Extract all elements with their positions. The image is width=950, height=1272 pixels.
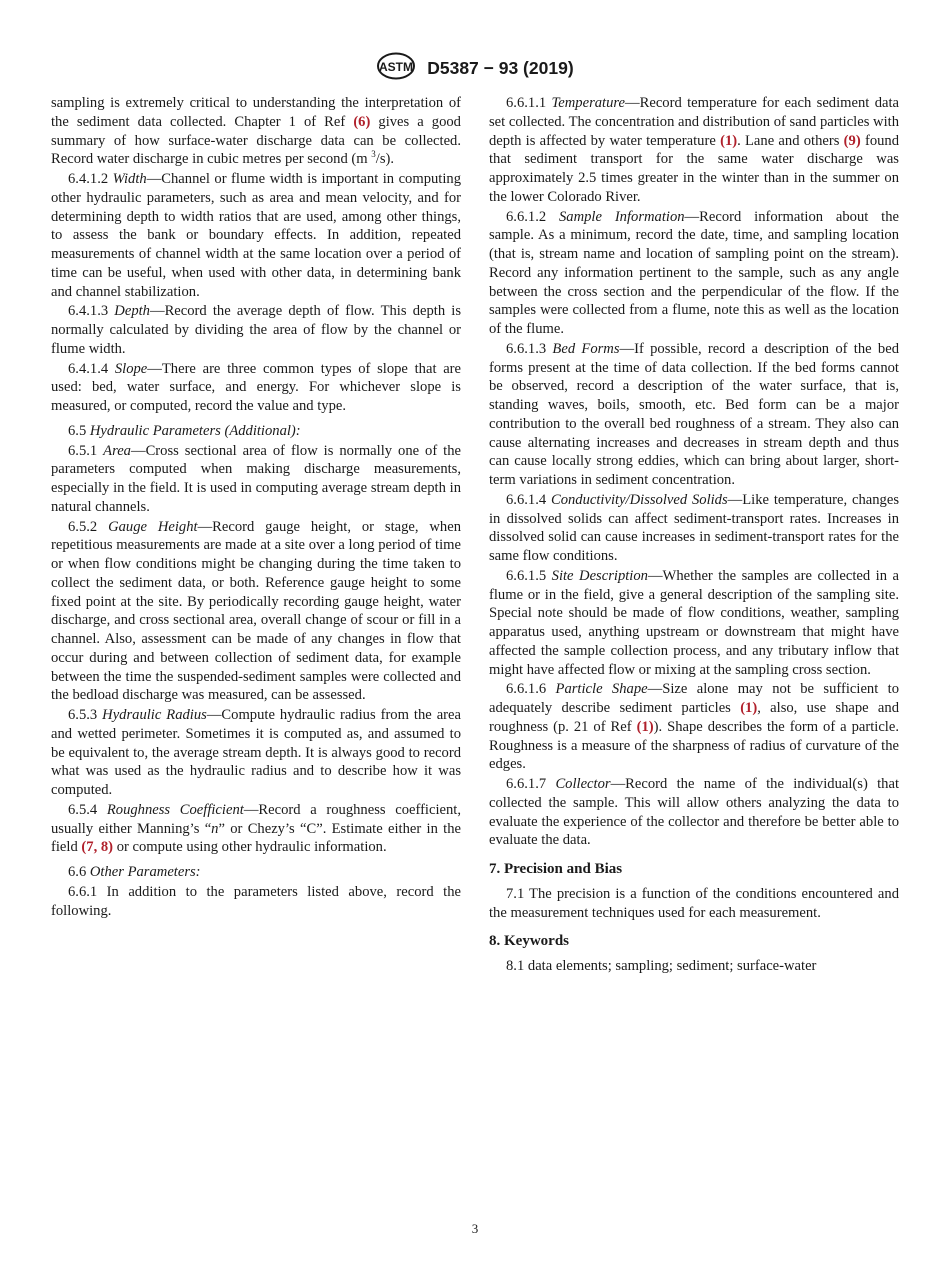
paragraph-6-4-1-4: 6.4.1.4 Slope—There are three common types of slope that are used: bed, water surface, and energy. For whichever slope is measured, or computed, record the value and type.: [51, 360, 462, 414]
paragraph-6-6-1: 6.6.1 In addition to the parameters listed above, record the following.: [51, 883, 461, 919]
paragraph-discharge: sampling is extremely critical to understanding the interpretation of the sediment data collected. Chapter 1 of Ref (6) gives a good summary of how surface-water discharge data can be collected. Record water discharge in cubic metres per second (m $^3$/s).: [51, 95, 461, 168]
page-header: [0, 52, 950, 85]
paragraph-6-5-1: 6.5.1 Area—Cross sectional area of flow is normally one of the parameters computed when making discharge measurements, especially in the field. It is used in computing average stream depth in natural channels.: [51, 442, 461, 515]
paragraph-6-4-1-3: 6.4.1.3 Depth—Record the average depth of flow. This depth is normally calculated by dividing the area of flow by the channel or flume width.: [51, 303, 462, 357]
paragraph-6-6-1-6: 6.6.1.6 Particle Shape—Size alone may not be sufficient to adequately describe sediment particles (1), also, use shape and roughness (p. 21 of Ref (1)). Shape describes the form of a particle. Roughness is a measure of the sharpness of radius of curvature of the edges.: [489, 681, 900, 773]
ref-link-1[interactable]: 1: [641, 718, 649, 735]
ref-link-9[interactable]: (9): [843, 132, 861, 149]
paragraph-6-5-2: 6.5.2 Gauge Height—Record gauge height, or stage, when repetitious measurements are made at a site over a long period of time or when flow conditions might be changing during the time taken to collect the sediment data, or both. Reference gauge height to some fixed point at the site. By periodically recording gauge height, water discharge, and cross sectional area, overall change of scour or fill in a channel. Also, assessment can be made of any changes in flow that occur during and between collection of sediment data, for example between the time the suspended-sediment samples were collected and the bedload discharge was measured, can be assessed.: [51, 518, 461, 704]
ref-link-1[interactable]: (1): [720, 132, 738, 149]
paragraph-8-1: 8.1 data elements; sampling; sediment; surface-water: [506, 958, 817, 974]
paragraph-6-6-1-3: 6.6.1.3 Bed Forms—If possible, record a description of the bed forms present at the time of data collection. If the bed forms cannot be observed, record a description of the water surface, that is, standing waves, boils, smooth, etc. Bed form can be a major contribution to the overall bed roughness of a stream. They also can cause alternating increases and decreases in stream depth and thus can cause locally strong eddies, which can bring about larger, short-term variations in sediment concentration.: [489, 340, 899, 488]
paragraph-6-5-4: 6.5.4 Roughness Coefficient—Record a roughness coefficient, usually either Manning’s “n” or Chezy’s “C”. Estimate either in the field (7, 8) or compute using other hydraulic information.: [51, 801, 461, 856]
ref-link-1[interactable]: (1): [740, 700, 758, 716]
section-8-heading: 8. Keywords: [489, 933, 569, 950]
paragraph-6-6-1-7: 6.6.1.7 Collector—Record the name of the individual(s) that collected the sample. This will allow others analyzing the data to evaluate the experience of the collector and therefore be better able to evaluate the data.: [489, 776, 899, 849]
page-number: 3: [471, 1221, 479, 1236]
heading-6-5: 6.5 Hydraulic Parameters (Additional):: [68, 422, 301, 439]
section-7-heading: 7. Precision and Bias: [489, 861, 623, 877]
document-designation: D5387 − 93 (2019): [427, 58, 574, 78]
right-column: [489, 94, 899, 977]
heading-6-6: 6.6 Other Parameters:: [68, 864, 201, 880]
astm-logo-text: ASTM: [379, 60, 414, 74]
paragraph-6-5-3: 6.5.3 Hydraulic Radius—Compute hydraulic radius from the area and wetted perimeter. Sometimes it is computed as, and assumed to be equivalent to, the average stream depth. It is always good to record what was used as the hydraulic radius and to describe how it was computed.: [51, 707, 461, 798]
paragraph-6-6-1-4: 6.6.1.4 Conductivity/Dissolved Solids—Like temperature, changes in dissolved solids can affect sediment-transport rates. Increases in dissolved solid can cause increases in sediment-transport rates for the same flow conditions.: [489, 491, 900, 564]
paragraph-6-6-1-1: 6.6.1.1 Temperature—Record temperature for each sediment data set collected. The concentration and distribution of sand particles with depth is affected by water temperature (1). Lane and others (9) found that sediment transport for the same water discharge was approximately 2.5 times greater in the winter than in the summer on the lower Colorado River.: [489, 95, 900, 205]
ref-link-8[interactable]: 8: [100, 839, 109, 856]
paragraph-7-1: 7.1 The precision is a function of the conditions encountered and the measurement techniques used for each measurement.: [489, 885, 899, 921]
paragraph-6-6-1-5: 6.6.1.5 Site Description—Whether the samples are collected in a flume or in the field, give a general description of the sampling site. Special note should be made of flow conditions, weather, sampling apparatus used, anything upstream or downstream that might have affected the sample collection process, and any tributary inflow that might have affected flow or mixing at the sampling cross section.: [489, 567, 899, 678]
ref-link-7[interactable]: 7: [86, 839, 94, 856]
astm-logo-icon: [376, 52, 416, 85]
left-column: [51, 94, 461, 921]
ref-link-6[interactable]: (6): [353, 113, 371, 130]
paragraph-6-6-1-2: 6.6.1.2 Sample Information—Record information about the sample. As a minimum, record the date, time, and sampling location (that is, stream name and location of sampling point on the stream). Record any information pertinent to the sample, such as any angle between the cross section and the perpendicular of the flow. If the samples were collected from a flume, note this as well as the location of the flume.: [489, 208, 899, 337]
paragraph-6-4-1-2: 6.4.1.2 Width—Channel or flume width is important in computing other hydraulic parameters, such as area and mean velocity, and for determining depth to width ratios that are used, among other things, to assess the bank or boundary effects. In addition, repeated measurements of channel width at the same location over a period of time can be useful, when used with other data, in determining bank and channel stabilization.: [51, 171, 461, 300]
